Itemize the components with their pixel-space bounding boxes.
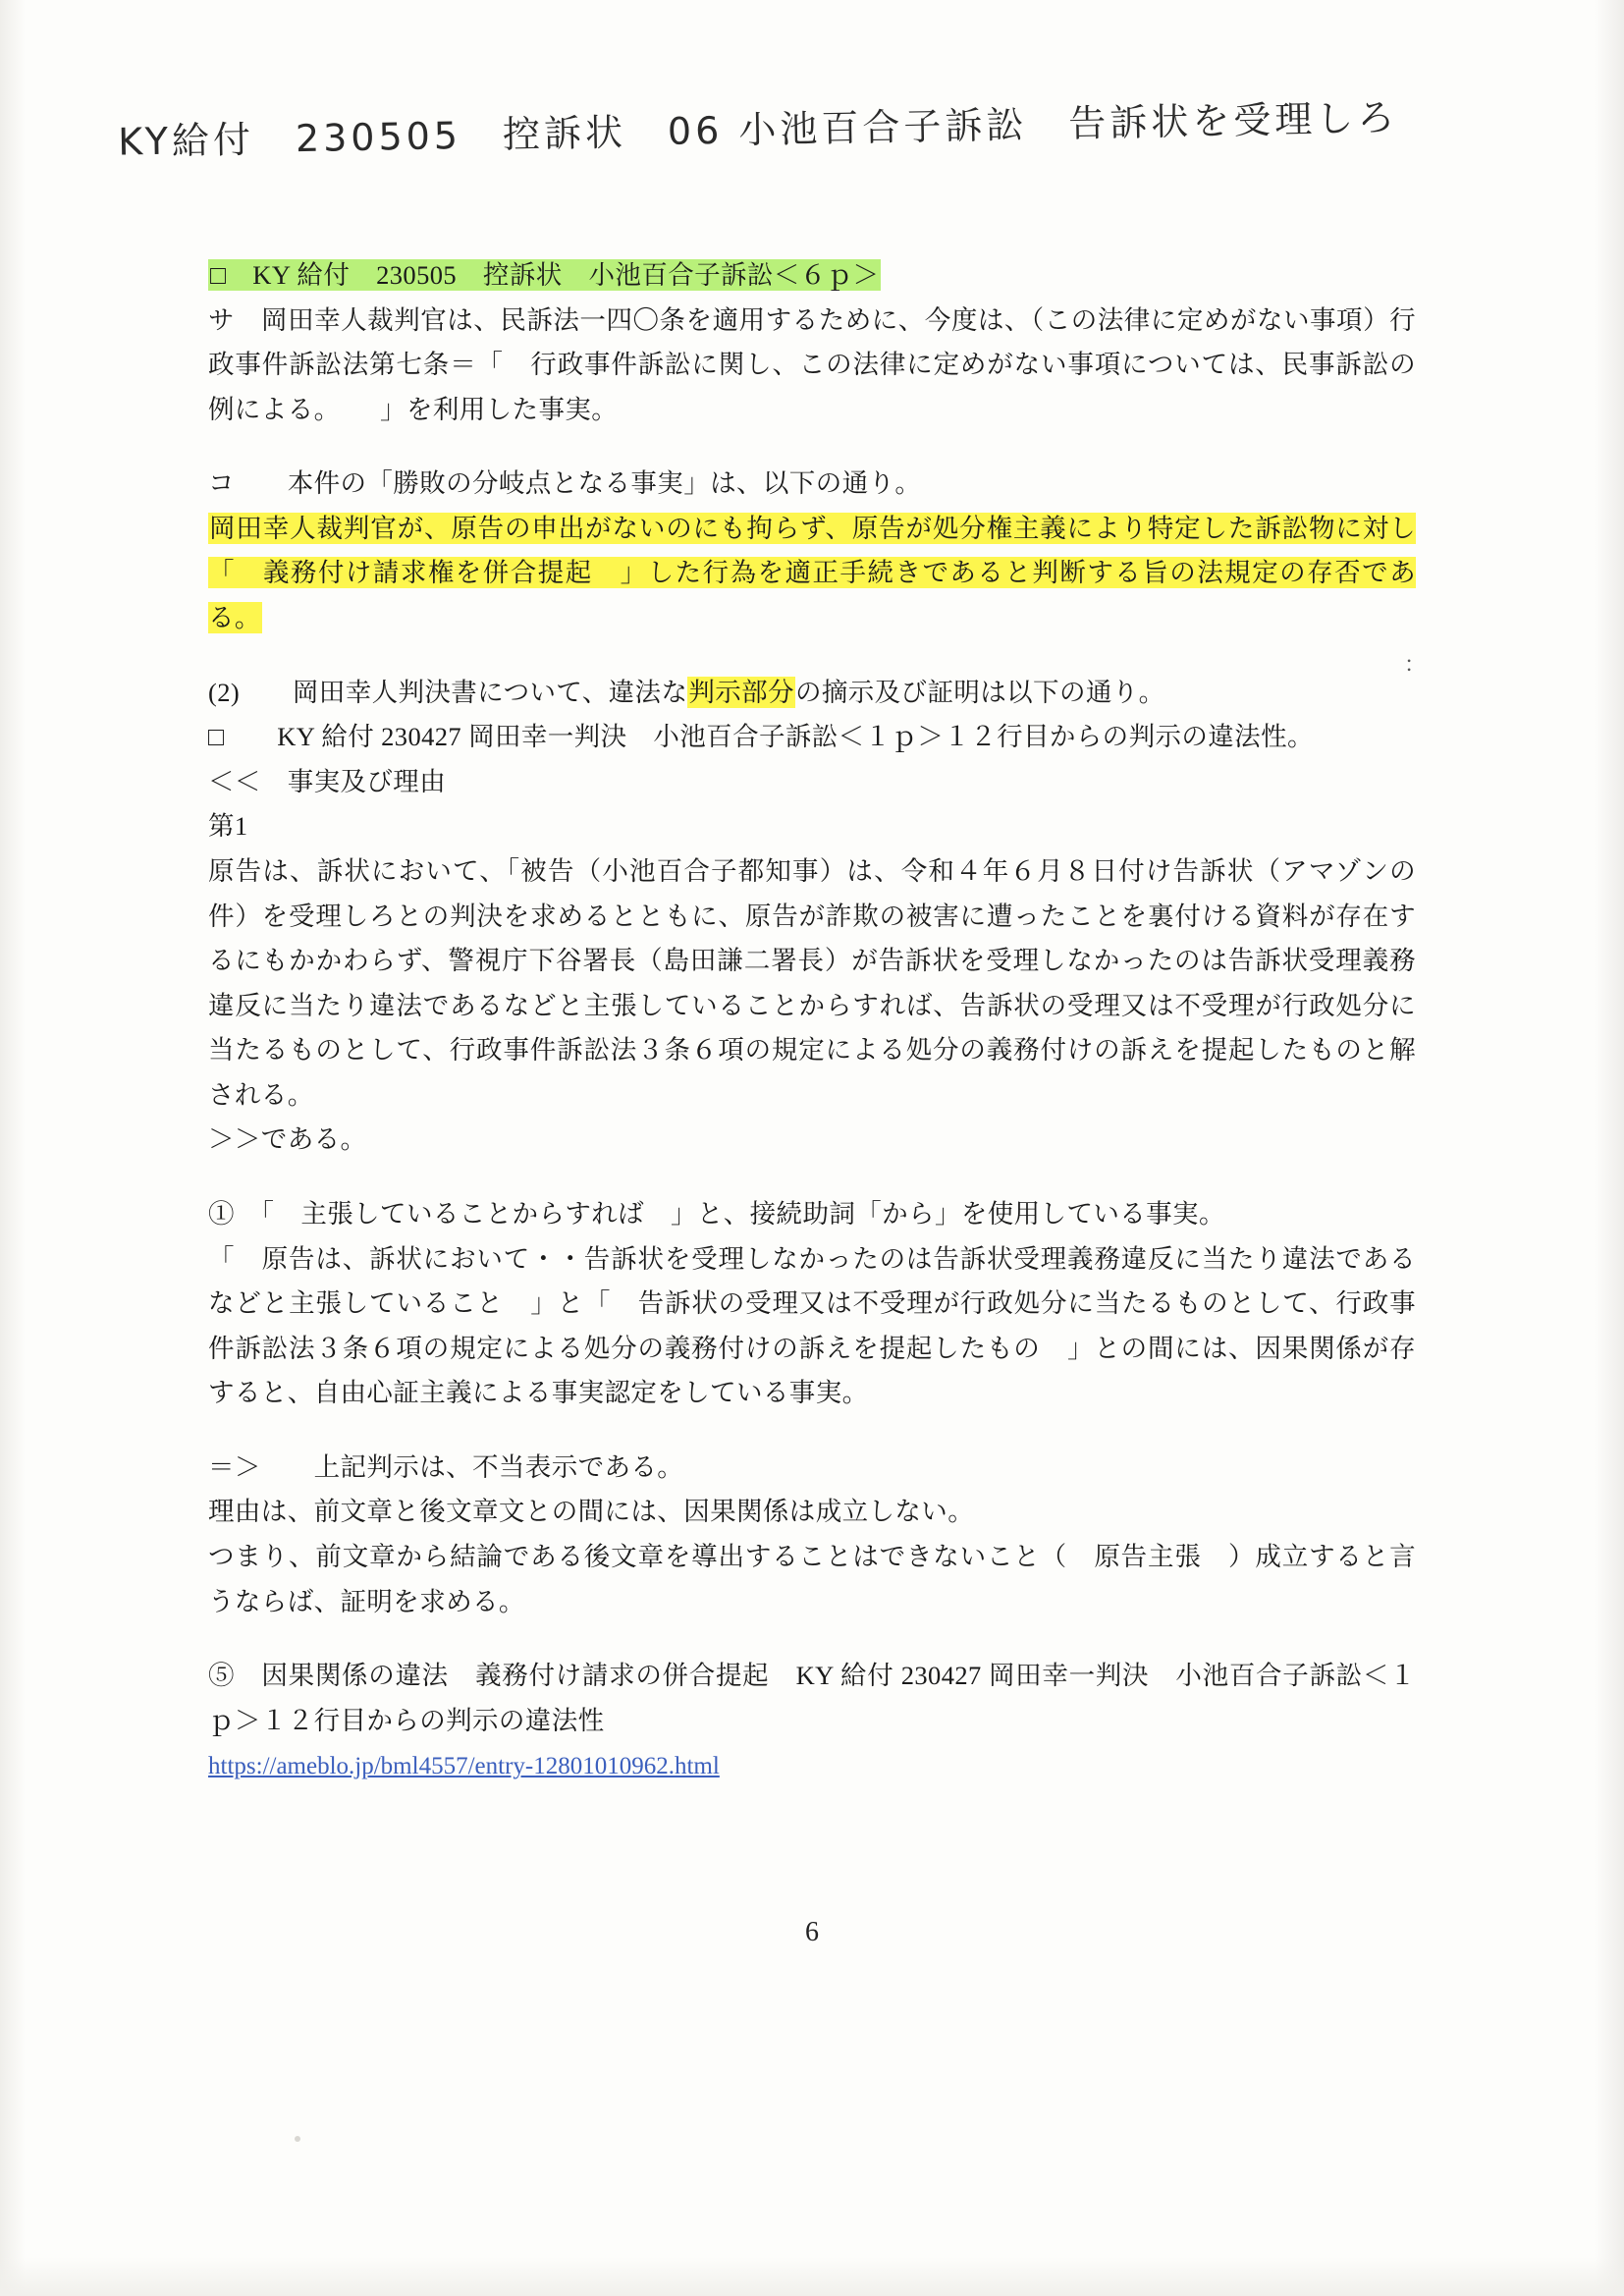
scan-artifact bbox=[295, 2136, 300, 2142]
paragraph-2-highlight: 判示部分 bbox=[688, 677, 794, 707]
item-5-causation-illegality: ⑤ 因果関係の違法 義務付け請求の併合提起 KY 給付 230427 岡田幸一判決 小池百合子訴訟＜１ｐ＞１２行目からの判示の違法性 bbox=[208, 1661, 1416, 1735]
quote-close: ＞＞である。 bbox=[208, 1124, 367, 1155]
reason-no-causation: 理由は、前文章と後文章文との間には、因果関係は成立しない。 bbox=[208, 1497, 975, 1527]
document-body bbox=[208, 253, 1416, 1788]
spacer bbox=[208, 432, 1416, 462]
highlighted-key-fact-text: 岡田幸人裁判官が、原告の申出がないのにも拘らず、原告が処分権主義により特定した訴訟物に対し「 義務付け請求権を併合提起 」した行為を適正手続きであると判断する旨の法規定の存否である。 bbox=[208, 513, 1416, 633]
spacer bbox=[208, 1624, 1416, 1654]
reference-link bbox=[208, 1743, 1416, 1788]
paragraph-plaintiff-claim: 原告は、訴状において、「被告（小池百合子都知事）は、令和４年６月８日付け告訴状（アマゾンの件）を受理しろとの判決を求めるとともに、原告が詐欺の被害に遭ったことを裏付ける資料が存在するにもかかわらず、警視庁下谷署長（島田謙二署長）が告訴状を受理しなかったのは告訴状受理義務違反に当たり違法であるなどと主張していることからすれば、告訴状の受理又は不受理が行政処分に当たるものとして、行政事件訴訟法３条６項の規定による処分の義務付けの訴えを提起したものと解される。 bbox=[208, 855, 1416, 1110]
spacer bbox=[208, 1416, 1416, 1446]
reason-cannot-derive: つまり、前文章から結論である後文章を導出することはできないこと（ 原告主張 ）成立すると言うならば、証明を求める。 bbox=[208, 1542, 1416, 1616]
ameblo-url-link[interactable]: https://ameblo.jp/bml4557/entry-12801010962.html bbox=[208, 1753, 720, 1780]
scan-edge-right bbox=[1595, 0, 1624, 2296]
scan-edge-bottom bbox=[0, 2257, 1624, 2296]
section-heading-ky-230505 bbox=[208, 253, 1416, 299]
scan-edge-left bbox=[0, 0, 26, 2296]
margin-mark: ： bbox=[1404, 652, 1429, 677]
quote-open-facts-reasons: ＜＜ 事実及び理由 bbox=[208, 766, 447, 796]
paragraph-2-post: の摘示及び証明は以下の通り。 bbox=[794, 677, 1165, 707]
page-number: 6 bbox=[805, 1917, 819, 1947]
highlighted-key-fact bbox=[208, 507, 1416, 641]
section-heading-text: □ KY 給付 230505 控訴状 小池百合子訴訟＜６ｐ＞ bbox=[210, 260, 880, 290]
paragraph-2-intro bbox=[208, 671, 1416, 716]
paragraph-sa: サ 岡田幸人裁判官は、民訴法一四〇条を適用するために、今度は、（この法律に定めがない事項）行政事件訴訟法第七条＝「 行政事件訴訟に関し、この法律に定めがない事項については、民事訴訟の例による。 」を利用した事実。 bbox=[208, 304, 1416, 424]
paragraph-2-pre: (2) 岡田幸人判決書について、違法な bbox=[208, 677, 688, 707]
spacer bbox=[208, 641, 1416, 671]
item-1-detail: 「 原告は、訴状において・・告訴状を受理しなかったのは告訴状受理義務違反に当たり違法であるなどと主張していること 」と「 告訴状の受理又は不受理が行政処分に当たるものとして、行政事件訴訟法３条６項の規定による処分の義務付けの訴えを提起したもの 」との間には、因果関係が存すると、自由心証主義による事実認定をしている事実。 bbox=[208, 1243, 1416, 1408]
conclusion-improper-indication: ＝＞ 上記判示は、不当表示である。 bbox=[208, 1451, 684, 1482]
subsection-heading-ky-230427: □ KY 給付 230427 岡田幸一判決 小池百合子訴訟＜１ｐ＞１２行目からの判示の違法性。 bbox=[208, 722, 1314, 752]
spacer bbox=[208, 1163, 1416, 1192]
item-1-conjunction-fact: ① 「 主張していることからすれば 」と、接続助詞「から」を使用している事実。 bbox=[208, 1198, 1225, 1229]
paragraph-ko: コ 本件の「勝敗の分岐点となる事実」は、以下の通り。 bbox=[208, 468, 922, 499]
heading-dai-1: 第1 bbox=[208, 811, 248, 842]
handwritten-title-note: KY給付 230505 控訴状 06 小池百合子訴訟 告訴状を受理しろ bbox=[117, 95, 1399, 164]
